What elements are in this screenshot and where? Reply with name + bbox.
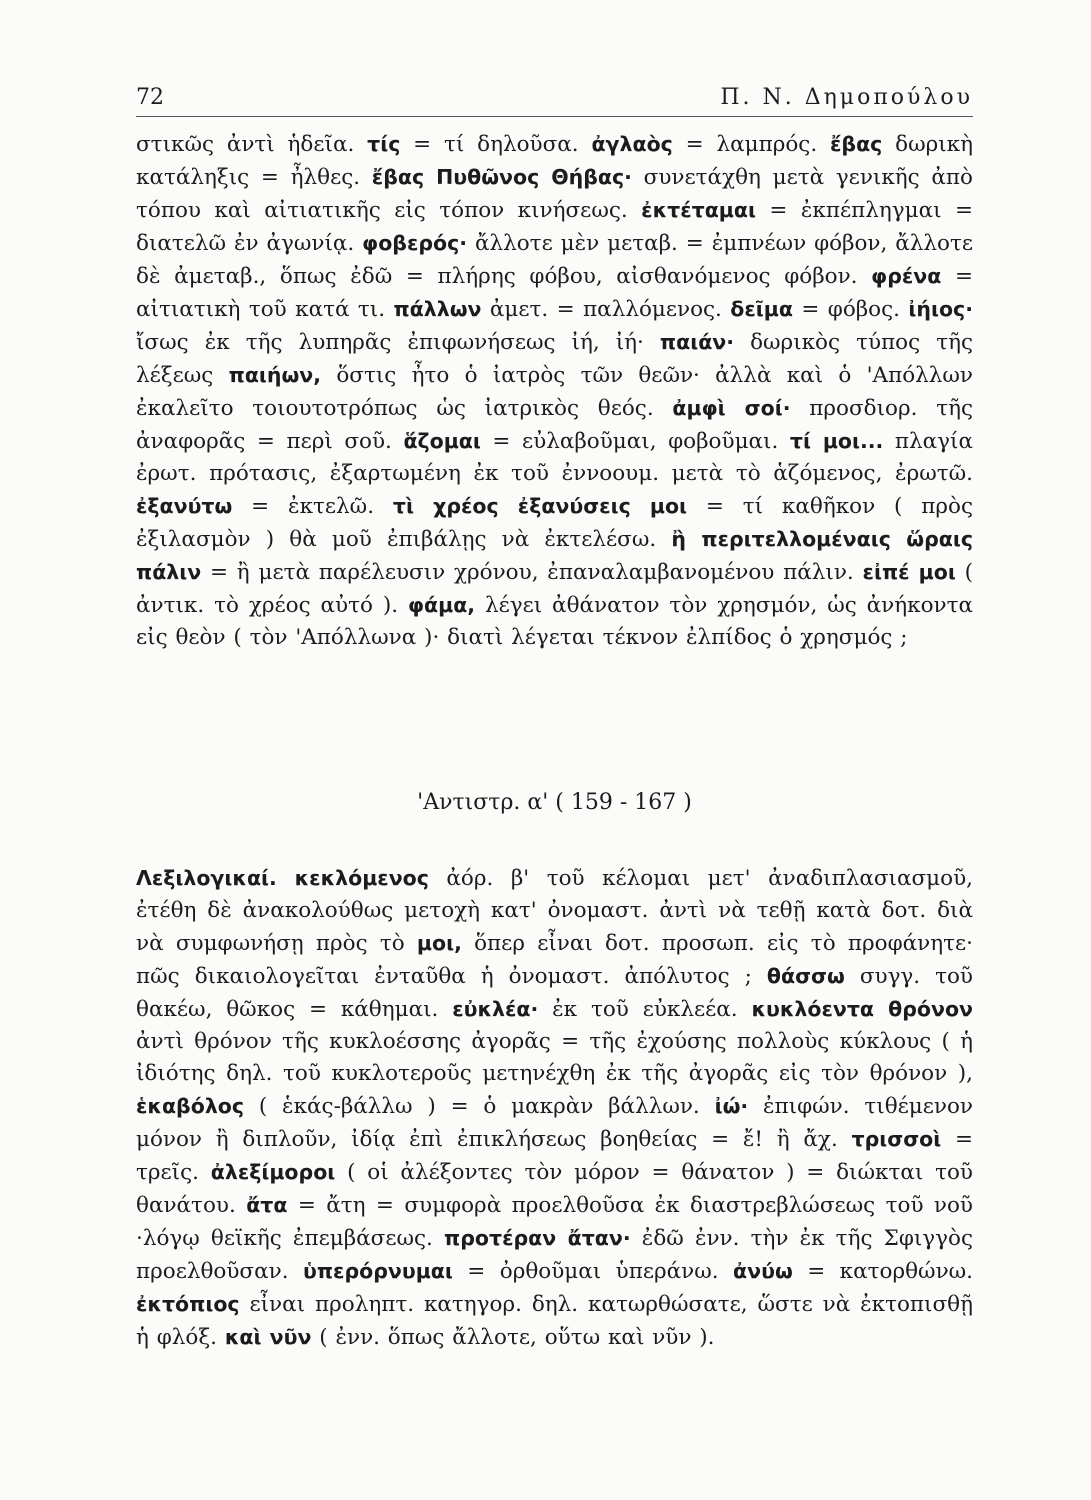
gloss-text: ἄλλοτε μὲν μεταβ. = ἐμπνέων φόβον, ἄλλοτε δὲ ἀμεταβ., ὅπως ἐδῶ = πλήρης φόβου, αἰσθανόμενος φόβον.	[136, 231, 973, 289]
gloss-text: εἶναι προληπτ. κατηγορ. δηλ. κατωρθώσατε, ὥστε νὰ ἐκτοπισθῇ ἡ φλόξ.	[136, 1292, 973, 1350]
gloss-text: = αἰτιατικὴ τοῦ κατά τι.	[136, 264, 973, 322]
lemma-term: φρένα	[871, 264, 942, 288]
lemma-term: ἅζομαι	[403, 429, 481, 453]
lemma-term: ἔβας Πυθῶνος Θήβας·	[371, 165, 632, 189]
gloss-text: = εὐλαβοῦμαι, φοβοῦμαι.	[480, 429, 790, 454]
gloss-text: πλαγία ἐρωτ. πρότασις, ἐξαρτωμένη ἐκ τοῦ ἐννοουμ. μετὰ τὸ ἁζόμενος, ἐρωτῶ.	[136, 429, 973, 486]
lemma-term: φάμα,	[407, 593, 476, 617]
lemma-term: ἄτα	[246, 1193, 288, 1217]
lemma-term: ἰήιος·	[908, 297, 973, 321]
gloss-text: ὅστις ἦτο ὁ ἰατρὸς τῶν θεῶν· ἀλλὰ καὶ ὁ 'Απόλλων ἐκαλεῖτο τοιουτοτρόπως ὡς ἰατρικὸς θεός.	[136, 363, 973, 421]
commentary-paragraph-2	[136, 862, 973, 1354]
lemma-term: ἀνύω	[733, 1259, 793, 1283]
gloss-text: = ἢ μετὰ παρέλευσιν χρόνου, ἐπαναλαμβανομένου πάλιν.	[201, 560, 863, 585]
lemma-term: παιάν·	[659, 330, 735, 354]
gloss-text: ἐπιφών. τιθέμενον μόνον ἢ διπλοῦν, ἰδίᾳ ἐπὶ ἐπικλήσεως βοηθείας = ἔ! ἢ ἄχ.	[136, 1094, 973, 1152]
gloss-text: δωρικὴ κατάληξις = ἦλθες.	[136, 132, 973, 190]
gloss-text: ἀόρ. β' τοῦ κέλομαι μετ' ἀναδιπλασιασμοῦ, ἐτέθη δὲ ἀνακολούθως μετοχὴ κατ' ὀνομαστ. ἀντὶ νὰ τεθῇ κατὰ δοτ. διὰ νὰ συμφωνήσῃ πρὸς τὸ	[136, 866, 973, 956]
gloss-text: δωρικὸς τύπος τῆς λέξεως	[136, 330, 974, 388]
lemma-term: τί μοι...	[789, 429, 884, 453]
gloss-text: στικῶς ἀντὶ ἡδεῖα.	[136, 132, 368, 157]
gloss-text: ( ἑκάς-βάλλω ) = ὁ μακρὰν βάλλων.	[244, 1094, 715, 1119]
gloss-text: = ἄτη = συμφορὰ προελθοῦσα ἐκ διαστρεβλώσεως τοῦ νοῦ ·λόγῳ θεϊκῆς ἐπεμβάσεως.	[136, 1193, 973, 1251]
page-number: 72	[136, 85, 164, 110]
running-header	[136, 74, 973, 117]
lemma-term: ὑπερόρνυμαι	[302, 1259, 453, 1283]
lemma-term: ἀγλαὸς	[591, 132, 673, 156]
lemma-term: εἰπέ μοι	[862, 560, 956, 584]
lemma-term: ἰώ·	[714, 1094, 749, 1118]
gloss-text: = τί καθῆκον ( πρὸς ἐξιλασμὸν ) θὰ μοῦ ἐπιβάλῃς νὰ ἐκτελέσω.	[136, 494, 973, 552]
lemma-term: ἐξανύτω	[136, 494, 233, 518]
gloss-text: ἐδῶ ἐνν. τὴν ἐκ τῆς Σφιγγὸς προελθοῦσαν.	[136, 1226, 973, 1284]
section-heading: 'Αντιστρ. α' ( 159 - 167 )	[417, 790, 692, 815]
gloss-text: ( οἱ ἀλέξοντες τὸν μόρον = θάνατον ) = διώκται τοῦ θανάτου.	[136, 1160, 973, 1218]
lemma-term: ἐκτέταμαι	[641, 198, 756, 222]
lemma-term: φοβερός·	[362, 231, 468, 255]
lemma-term: ἀμφὶ σοί·	[672, 396, 791, 420]
running-head-author: Π. Ν. Δημοπούλου	[720, 85, 973, 110]
lemma-term: εὐκλέα·	[452, 997, 539, 1021]
lemma-term: παιήων,	[228, 363, 322, 387]
lemma-term: προτέραν ἄταν·	[444, 1226, 631, 1250]
gloss-text: = ἐκπέπληγμαι = διατελῶ ἐν ἀγωνίᾳ.	[136, 198, 973, 256]
gloss-text: συνετάχθη μετὰ γενικῆς ἀπὸ τόπου καὶ αἰτιατικῆς εἰς τόπον κινήσεως.	[136, 165, 973, 223]
lemma-term: δεῖμα	[730, 297, 793, 321]
lemma-term: τὶ χρέος ἐξανύσεις μοι	[392, 494, 688, 518]
lemma-term: κυκλόεντα θρόνον	[751, 997, 974, 1021]
lemma-term: ἐκτόπιος	[136, 1292, 240, 1316]
lemma-term: Λεξιλογικαί. κεκλόμενος	[136, 866, 429, 890]
gloss-text: = κατορθώνω.	[792, 1259, 974, 1284]
gloss-text: ἀντὶ θρόνον τῆς κυκλοέσσης ἀγορᾶς = τῆς ἐχούσης πολλοὺς κύκλους ( ἡ ἰδιότης δηλ. τοῦ κυκλοτεροῦς μετηνέχθη ἐκ τῆς ἀγορᾶς εἰς τὸν θρόνον ),	[136, 1029, 973, 1086]
gloss-text: = τί δηλοῦσα.	[400, 132, 592, 157]
lemma-term: ἀλεξίμοροι	[210, 1160, 336, 1184]
gloss-text: = ὀρθοῦμαι ὑπεράνω.	[452, 1259, 734, 1284]
lemma-term: ἑκαβόλος	[136, 1094, 245, 1118]
lemma-term: μοι,	[416, 931, 462, 955]
gloss-text: ὅπερ εἶναι δοτ. προσωπ. εἰς τὸ προφάνητε· πῶς δικαιολογεῖται ἐνταῦθα ἡ ὀνομαστ. ἀπόλυτος ;	[136, 931, 973, 989]
gloss-text: ἀμετ. = παλλόμενος.	[481, 297, 731, 322]
lemma-term: θάσσω	[766, 964, 845, 988]
lemma-term: καὶ νῦν	[224, 1325, 312, 1349]
gloss-text: λέγει ἀθάνατον τὸν χρησμόν, ὡς ἀνήκοντα εἰς θεὸν ( τὸν 'Απόλλωνα )· διατὶ λέγεται τέκνον ἐλπίδος ὁ χρησμός ;	[136, 593, 974, 650]
gloss-text: = τρεῖς.	[136, 1127, 973, 1185]
gloss-text: ( ἀντικ. τὸ χρέος αὐτό ).	[136, 560, 973, 618]
gloss-text: συγγ. τοῦ θακέω, θῶκος = κάθημαι.	[136, 964, 974, 1022]
lemma-term: ἢ περιτελλομέναις ὥραις πάλιν	[136, 527, 974, 584]
lemma-term: ἔβας	[829, 132, 883, 156]
gloss-text: = ἐκτελῶ.	[232, 494, 393, 519]
gloss-text: = φόβος.	[792, 297, 909, 322]
gloss-text: ( ἐνν. ὅπως ἄλλοτε, οὕτω καὶ νῦν ).	[311, 1325, 715, 1350]
lemma-term: τίς	[367, 132, 401, 156]
gloss-text: ἐκ τοῦ εὐκλεέα.	[538, 997, 752, 1022]
gloss-text: προσδιορ. τῆς ἀναφορᾶς = περὶ σοῦ.	[136, 396, 974, 454]
gloss-text: ἴσως ἐκ τῆς λυπηρᾶς ἐπιφωνήσεως ἰή, ἰή·	[136, 330, 660, 355]
commentary-paragraph-1	[136, 128, 973, 654]
gloss-text: = λαμπρός.	[672, 132, 830, 157]
lemma-term: πάλλων	[393, 297, 482, 321]
lemma-term: τρισσοὶ	[851, 1127, 942, 1151]
